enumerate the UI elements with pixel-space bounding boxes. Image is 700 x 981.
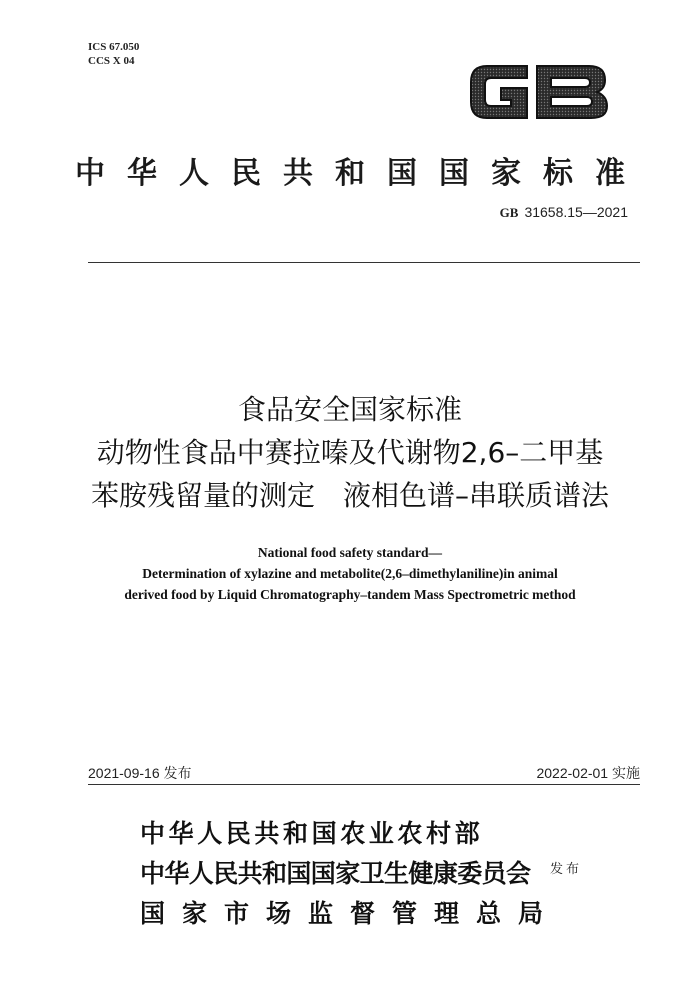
issuer-agriculture-ministry: 中华人民共和国农业农村部 [140,819,484,848]
chinese-title-line-3: 苯胺残留量的测定 液相色谱–串联质谱法 [90,479,609,512]
issuing-authorities [140,814,560,934]
ccs-code: CCS X 04 [88,55,135,67]
standard-prefix: GB [499,205,519,220]
chinese-title-line-2: 动物性食品中赛拉嗪及代谢物2,6–二甲基 [96,436,604,469]
gb-logo-icon [465,56,615,128]
english-title [0,542,700,605]
ics-code: ICS 67.050 [88,41,140,53]
top-divider [88,262,640,263]
issuer-health-commission: 中华人民共和国国家卫生健康委员会 [140,859,531,888]
english-title-line-3: derived food by Liquid Chromatography–tandem Mass Spectrometric method [124,587,576,602]
implementation-date: 2022-02-01 实施 [536,765,640,781]
issuer-market-regulation: 国家市场监督管理总局 [140,899,561,928]
chinese-title [0,388,700,517]
issue-date: 2021-09-16 发布 [88,765,192,781]
classification-codes [88,40,139,68]
gb-logo-text: GB [465,56,467,57]
country-standard-title: 中华人民共和国国家标准 [75,156,647,191]
english-title-line-1: National food safety standard— [257,545,443,560]
issue-label: 发布 [163,765,192,781]
standard-number [500,204,628,221]
bottom-divider [88,784,640,785]
english-title-line-2: Determination of xylazine and metabolite(2,6–dimethylaniline)in animal [142,566,558,581]
standard-code: 31658.15—2021 [524,204,628,220]
publish-label: 发布 [550,862,583,877]
implementation-label: 实施 [612,765,640,781]
chinese-title-line-1: 食品安全国家标准 [237,393,462,426]
